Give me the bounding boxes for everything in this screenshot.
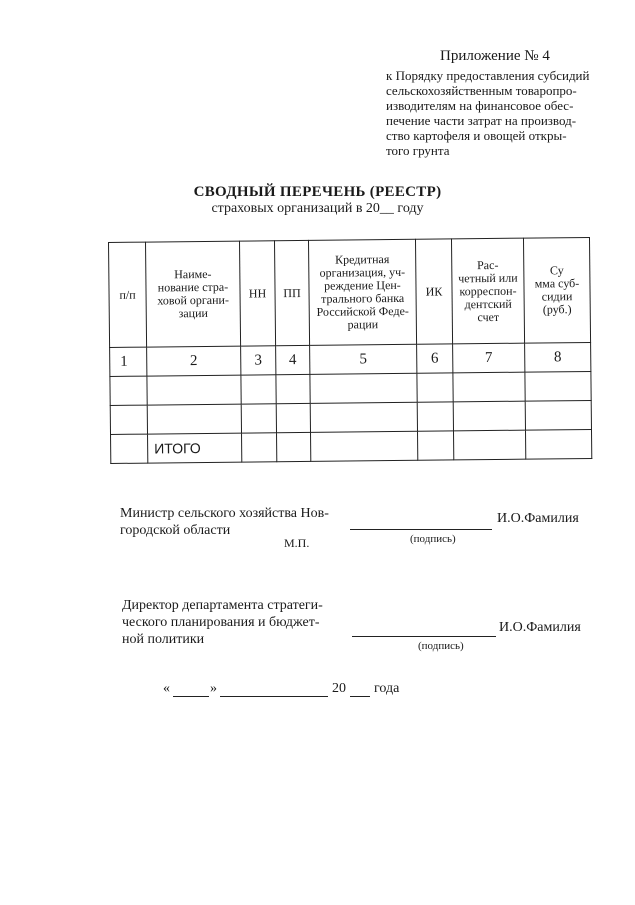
date-year-line	[350, 696, 370, 697]
header-cell: Су мма суб- сидии (руб.)	[523, 237, 590, 343]
appendix-line: того грунта	[386, 143, 450, 158]
table-total-row	[111, 429, 592, 463]
column-number: 8	[525, 342, 591, 372]
date-year-prefix: 20	[332, 681, 346, 696]
appendix-line: изводителям на финансовое обес-	[386, 98, 574, 113]
signature-caption: (подпись)	[418, 640, 464, 652]
date-month-line	[220, 696, 328, 697]
column-number: 7	[453, 343, 525, 373]
column-number: 5	[310, 344, 417, 374]
registry-table	[108, 237, 592, 464]
signatory-name: И.О.Фамилия	[499, 620, 581, 635]
column-number: 3	[241, 346, 276, 375]
appendix-line: ство картофеля и овощей откры-	[386, 128, 567, 143]
signatory-name: И.О.Фамилия	[497, 511, 579, 526]
header-cell: п/п	[109, 242, 147, 347]
document-title: СВОДНЫЙ ПЕРЕЧЕНЬ (РЕЕСТР)	[193, 184, 442, 200]
signature-line	[352, 636, 496, 637]
column-number: 1	[110, 347, 147, 376]
table-header-row	[109, 237, 591, 347]
appendix-reference	[386, 68, 601, 158]
header-cell: НН	[239, 241, 275, 346]
signature-position-director: Директор департамента стратеги- ческого планирования и бюджет- ной политики	[122, 598, 323, 647]
signature-caption: (подпись)	[410, 533, 456, 545]
stamp-label: М.П.	[284, 536, 310, 550]
column-number: 6	[417, 344, 453, 373]
header-cell: Кредитная организация, уч- реждение Цен- трального банка Российской Феде- рации	[308, 239, 416, 345]
header-cell: ПП	[274, 240, 309, 345]
date-day-line	[173, 696, 209, 697]
signature-position-minister: Министр сельского хозяйства Нов- городской области	[120, 506, 329, 538]
appendix-line: сельскохозяйственным товаропро-	[386, 83, 577, 98]
header-cell: ИК	[415, 239, 452, 344]
column-number: 2	[147, 346, 241, 376]
document-subtitle: страховых организаций в 20__ году	[211, 201, 424, 216]
date-close-quote: »	[210, 681, 217, 696]
column-number: 4	[276, 345, 310, 374]
appendix-line: к Порядку предоставления субсидий	[386, 68, 590, 83]
total-label: ИТОГО	[148, 433, 242, 463]
appendix-title: Приложение № 4	[440, 48, 550, 64]
header-cell: Наиме- нование стра- ховой органи- зации	[146, 241, 241, 347]
date-suffix: года	[374, 681, 400, 696]
date-open-quote: «	[163, 681, 170, 696]
signature-line	[350, 529, 492, 530]
appendix-line: печение части затрат на производ-	[386, 113, 577, 128]
header-cell: Рас- четный или корреспон- дентский счет	[451, 238, 524, 344]
